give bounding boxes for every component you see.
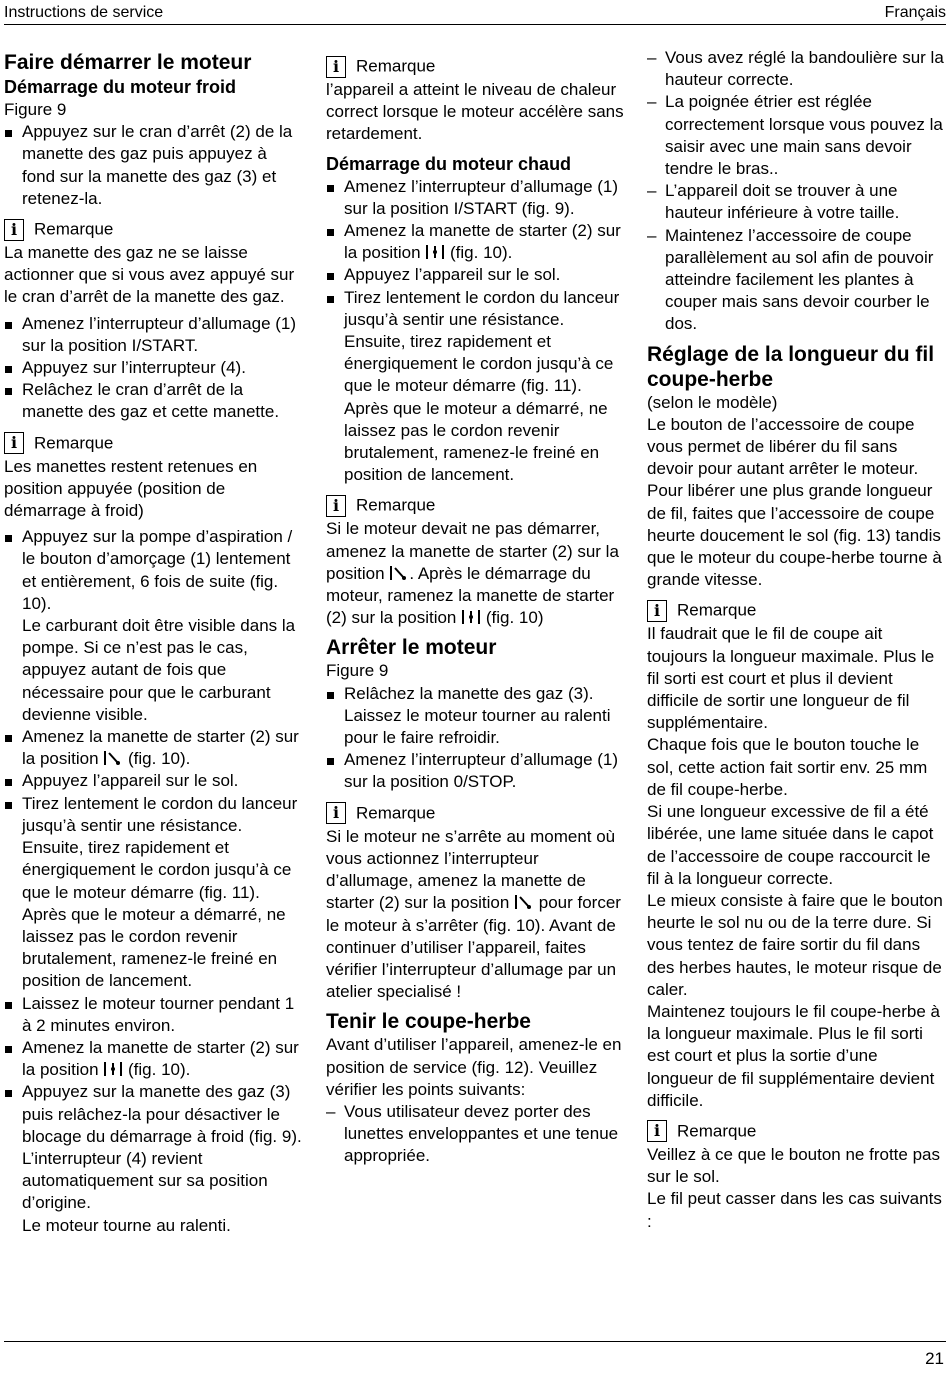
note-heading: i Remarque [647, 597, 945, 623]
info-icon: i [4, 432, 24, 454]
figure-ref: Figure 9 [326, 661, 389, 681]
subsection-title-warm-start: Démarrage du moteur chaud [326, 153, 572, 174]
info-icon: i [326, 495, 346, 517]
info-icon: i [647, 1120, 667, 1142]
section-title-line-length: Réglage de la longueur du fil coupe-herbe [647, 342, 935, 391]
list-item: Tirez lentement le cordon du lanceur jusqu’à sentir une résistance. [326, 287, 626, 331]
figure-ref: Figure 9 [4, 100, 67, 119]
list-item-continuation: Le carburant doit être visible dans la pompe. Si ce n’est pas le cas, appuyez autant de fois que nécessaire pour que le carburant devienne visible. [22, 616, 296, 724]
subtitle: (selon le modèle) [647, 392, 778, 412]
note-text: l’appareil a atteint le niveau de chaleur correct lorsque le moteur accélère sans retardement. [326, 80, 624, 144]
section-title-stop-engine: Arrêter le moteur [326, 636, 497, 660]
info-icon: i [326, 56, 346, 78]
starter-choke-symbol-icon [103, 750, 123, 766]
list-item-continuation: Le moteur tourne au ralenti. [22, 1215, 231, 1235]
column-3 [647, 47, 945, 1233]
page-number: 21 [925, 1349, 944, 1368]
list-item: Amenez l’interrupteur d’allumage (1) sur la position I/START. [4, 313, 304, 357]
list-item: Amenez la manette de starter (2) sur la position (fig. 10). [4, 1037, 304, 1081]
list-item: Relâchez le cran d’arrêt de la manette des gaz et cette manette. [4, 379, 304, 423]
header-title: Instructions de service [4, 4, 164, 21]
list-item: Amenez la manette de starter (2) sur la position (fig. 10). [326, 220, 626, 264]
header-language: Français [884, 4, 946, 21]
note-heading: i Remarque [4, 216, 304, 242]
note-heading: i Remarque [647, 1118, 945, 1144]
note-heading: i Remarque [326, 492, 626, 518]
dash-list-item: – Vous utilisateur devez porter des lunettes enveloppantes et une tenue appropriée. [326, 1101, 626, 1168]
list-item: Appuyez sur l’interrupteur (4). [4, 357, 304, 379]
note-text: Si une longueur excessive de fil a été libérée, une lame située dans le capot de l’accessoire de coupe raccourcit le fil à la longueur correcte. [647, 802, 934, 888]
subsection-title-cold-start: Démarrage du moteur froid [4, 77, 237, 97]
note-text: Les manettes restent retenues en position appuyée (position de démarrage à froid) [4, 456, 258, 521]
dash-list-item: – La poignée étrier est réglée correctement lorsque vous pouvez la saisir avec une main sans devoir tendre le bras.. [647, 91, 945, 180]
list-item-continuation: Ensuite, tirez rapidement et énergiquement le cordon jusqu’à ce que le moteur démarre (fig. 11). [344, 332, 614, 396]
starter-choke-symbol-icon [389, 565, 409, 581]
info-icon: i [326, 802, 346, 824]
list-item: Appuyez l’appareil sur le sol. [326, 264, 626, 286]
note-text: Le mieux consiste à faire que le bouton heurte le sol nu ou de la terre dure. Si vous tentez de faire sortir du fil dans des herbes hautes, le moteur risque de caler. [647, 890, 943, 999]
starter-run-symbol-icon [461, 609, 481, 625]
list-item: Amenez l’interrupteur d’allumage (1) sur la position 0/STOP. [326, 749, 626, 793]
dash-list-item: – L’appareil doit se trouver à une hauteur inférieure à votre taille. [647, 180, 945, 224]
note-text: Veillez à ce que le bouton ne frotte pas sur le sol. [647, 1144, 940, 1187]
column-1 [4, 47, 304, 1237]
info-icon: i [4, 219, 24, 241]
column-2 [326, 47, 626, 1168]
list-item: Appuyez sur la pompe d’aspiration / le bouton d’amorçage (1) lentement et entièrement, 6 fois de suite (fig. 10). [4, 526, 304, 615]
note-text: Il faudrait que le fil de coupe ait toujours la longueur maximale. Plus le fil sorti est court et plus il devient difficile de sortir une longueur de fil supplémentaire. [647, 624, 935, 733]
section-title-start-engine: Faire démarrer le moteur [4, 51, 252, 74]
section-title-hold-trimmer: Tenir le coupe-herbe [326, 1010, 531, 1034]
page-footer-rule [4, 1341, 946, 1342]
note-heading: i Remarque [326, 800, 626, 826]
list-item-continuation: Après que le moteur a démarré, ne laissez pas le cordon revenir brutalement, ramenez-le freiné en position de lancement. [22, 904, 286, 991]
list-item: Relâchez la manette des gaz (3). Laissez le moteur tourner au ralenti pour le faire refroidir. [326, 683, 626, 750]
note-text: La manette des gaz ne se laisse actionner que si vous avez appuyé sur le cran d’arrêt de la manette des gaz. [4, 243, 295, 307]
list-item-continuation: Après que le moteur a démarré, ne laissez pas le cordon revenir brutalement, ramenez-le freiné en position de lancement. [344, 398, 608, 485]
starter-run-symbol-icon [425, 244, 445, 260]
list-item: Appuyez sur le cran d’arrêt (2) de la manette des gaz puis appuyez à fond sur la manette des gaz (3) et retenez-la. [4, 121, 304, 210]
note-text: Maintenez toujours le fil coupe-herbe à la longueur maximale. Plus le fil sorti est court et plus la sortie d’une longueur de fil supplémentaire devient difficile. [647, 1001, 940, 1110]
note-heading: i Remarque [326, 53, 626, 79]
list-item: Appuyez sur la manette des gaz (3) puis relâchez-la pour désactiver le blocage du démarrage à froid (fig. 9). L’interrupteur (4) revient automatiquement sur sa position d’origine. [4, 1081, 304, 1214]
list-item: Appuyez l’appareil sur le sol. [4, 770, 304, 792]
dash-list-item: – Maintenez l’accessoire de coupe parallèlement au sol afin de pouvoir atteindre facilement les plantes à couper mais sans devoir courber le dos. [647, 225, 945, 336]
starter-run-symbol-icon [103, 1061, 123, 1077]
list-item: Amenez l’interrupteur d’allumage (1) sur la position I/START (fig. 9). [326, 176, 626, 220]
note-heading: i Remarque [4, 430, 304, 456]
paragraph: Le bouton de l’accessoire de coupe vous permet de libérer du fil sans devoir pour autant arrêter le moteur. Pour libérer une plus grande longueur de fil, faites que l’accessoire de coupe heurte doucement le sol (fig. 13) tandis que le moteur du coupe-herbe tourne à grande vitesse. [647, 414, 942, 590]
note-text: Le fil peut casser dans les cas suivants : [647, 1189, 942, 1231]
starter-choke-symbol-icon [514, 894, 534, 910]
paragraph: Avant d’utiliser l’appareil, amenez-le en position de service (fig. 12). Veuillez vérifier les points suivants: [326, 1035, 622, 1099]
note-text: Si le moteur ne s’arrête au moment où vous actionnez l’interrupteur d’allumage, amenez la manette de starter (2) sur la position pour forcer le moteur à s’arrêter (fig. 10). Avant de continuer d’utiliser l’appareil, faites vérifier l’interrupteur d’allumage par un atelier specialisé ! [326, 826, 621, 1002]
list-item: Tirez lentement le cordon du lanceur jusqu’à sentir une résistance. Ensuite, tirez rapidement et énergiquement le cordon jusqu’à ce que le moteur démarre (fig. 11). [4, 793, 304, 904]
info-icon: i [647, 600, 667, 622]
dash-list-item: – Vous avez réglé la bandoulière sur la hauteur correcte. [647, 47, 945, 91]
list-item: Amenez la manette de starter (2) sur la position (fig. 10). [4, 726, 304, 770]
page-header [4, 2, 946, 25]
note-text: Si le moteur devait ne pas démarrer, amenez la manette de starter (2) sur la position . Après le démarrage du moteur, ramenez la manette de starter (2) sur la position (fig. 10) [326, 519, 619, 628]
note-text: Chaque fois que le bouton touche le sol, cette action fait sortir env. 25 mm de fil coupe-herbe. [647, 735, 928, 799]
list-item: Laissez le moteur tourner pendant 1 à 2 minutes environ. [4, 993, 304, 1037]
